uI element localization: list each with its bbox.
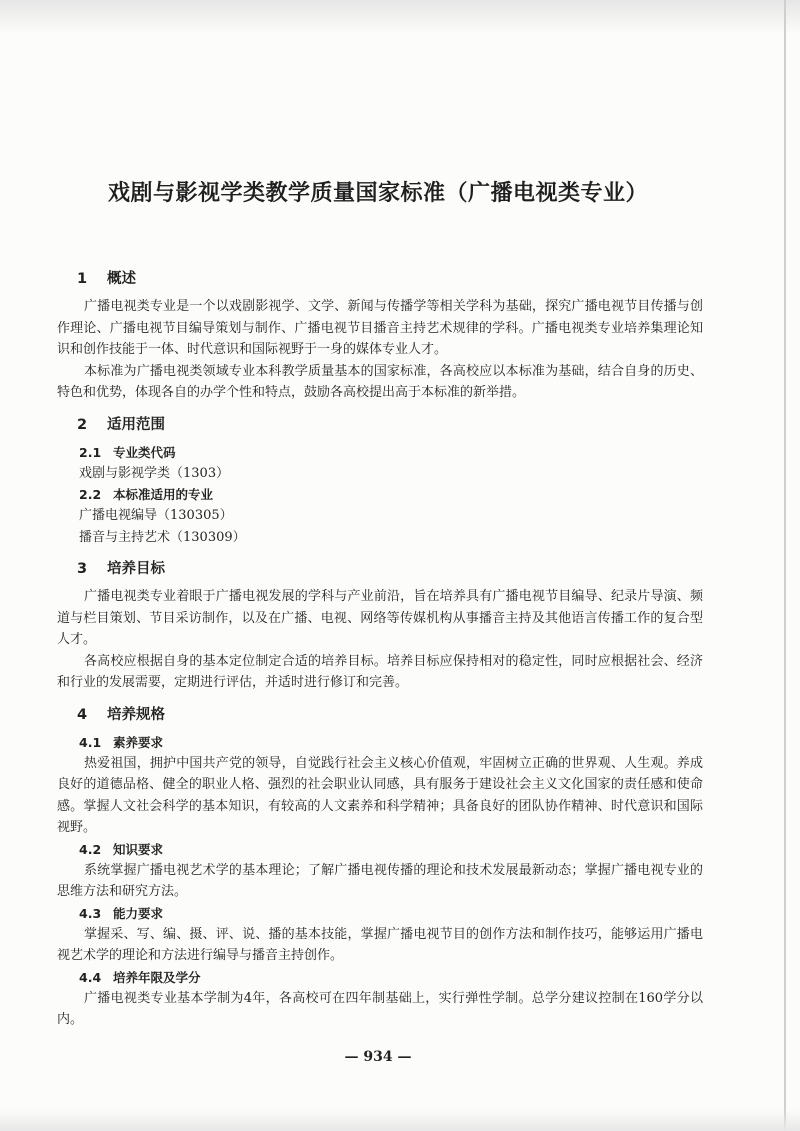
subsection-title: 本标准适用的专业 [113,487,214,502]
section-heading-2 [57,414,703,436]
subsection-number: 4.4 [79,969,102,985]
paragraph: 广播电视类专业着眼于广播电视发展的学科与产业前沿，旨在培养具有广播电视节目编导、纪录片导演、频道与栏目策划、节目采访制作，以及在广播、电视、网络等传媒机构从事播音主持及其他语言传播工作的复合型人才。 [57,589,703,647]
document-body [57,268,703,1031]
subsection-title: 知识要求 [113,841,164,857]
paragraph: 广播电视类专业是一个以戏剧影视学、文学、新闻与传播学等相关学科为基础，探究广播电视节目传播与创作理论、广播电视节目编导策划与制作、广播电视节目播音主持艺术规律的学科。广播电视类专业培养集理论知识和创作技能于一体、时代意识和国际视野于一身的媒体专业人才。 [57,299,703,357]
list-item: 戏剧与影视学类（1303） [79,465,230,481]
subsection-heading-4-2 [57,839,703,860]
section-number: 2 [77,416,88,433]
subsection-title: 培养年限及学分 [113,969,201,985]
paragraph: 本标准为广播电视类领域专业本科教学质量基本的国家标准，各高校应以本标准为基础，结合自身的历史、特色和优势，体现各自的办学个性和特点，鼓励各高校提出高于本标准的新举措。 [57,363,703,400]
subsection-heading-4-1 [57,732,703,753]
section-heading-3 [57,558,703,580]
section-heading-1 [57,268,703,290]
paragraph: 各高校应根据自身的基本定位制定合适的培养目标。培养目标应保持相对的稳定性，同时应根据社会、经济和行业的发展需要，定期进行评估，并适时进行修订和完善。 [57,653,703,690]
section-title: 概述 [107,271,136,287]
section-title: 培养规格 [107,706,165,723]
section-number: 1 [77,271,88,287]
section-number: 4 [77,706,88,723]
section-title: 适用范围 [107,416,165,433]
list-item: 播音与主持艺术（130309） [79,529,246,545]
subsection-number: 4.2 [79,841,102,857]
scan-shadow-bottom [0,1109,800,1131]
subsection-heading-4-4 [57,967,703,988]
page-number: — 934 — [344,1049,412,1065]
subsection-number: 2.2 [79,487,102,502]
list-item: 广播电视编导（130305） [79,508,233,523]
document-title: 戏剧与影视学类教学质量国家标准（广播电视类专业） [107,181,648,206]
paragraph: 热爱祖国，拥护中国共产党的领导，自觉践行社会主义核心价值观，牢固树立正确的世界观、人生观。养成良好的道德品格、健全的职业人格、强烈的社会职业认同感，具有服务于建设社会主义文化国家的责任感和使命感。掌握人文社会科学的基本知识，有较高的人文素养和科学精神；具备良好的团队协作精神、时代意识和国际视野。 [57,755,703,835]
paragraph: 系统掌握广播电视艺术学的基本理论；了解广播电视传播的理论和技术发展最新动态；掌握广播电视专业的思维方法和研究方法。 [57,862,703,899]
subsection-number: 4.3 [79,905,102,921]
paragraph: 广播电视类专业基本学制为4年，各高校可在四年制基础上，实行弹性学制。总学分建议控制在160学分以内。 [57,990,703,1027]
section-number: 3 [77,561,88,577]
subsection-title: 专业类代码 [113,444,176,460]
section-title: 培养目标 [107,561,165,577]
subsection-heading-2-2 [57,484,703,505]
subsection-title: 能力要求 [113,905,164,921]
subsection-number: 2.1 [79,444,102,460]
page-edge-line [784,0,786,1131]
subsection-heading-4-3 [57,903,703,924]
subsection-heading-2-1 [57,442,703,463]
scan-shadow-top [0,0,800,34]
paragraph: 掌握采、写、编、摄、评、说、播的基本技能，掌握广播电视节目的创作方法和制作技巧，能够运用广播电视艺术学的理论和方法进行编导与播音主持创作。 [57,926,703,963]
subsection-number: 4.1 [79,734,102,750]
section-heading-4 [57,704,703,726]
subsection-title: 素养要求 [113,734,164,750]
